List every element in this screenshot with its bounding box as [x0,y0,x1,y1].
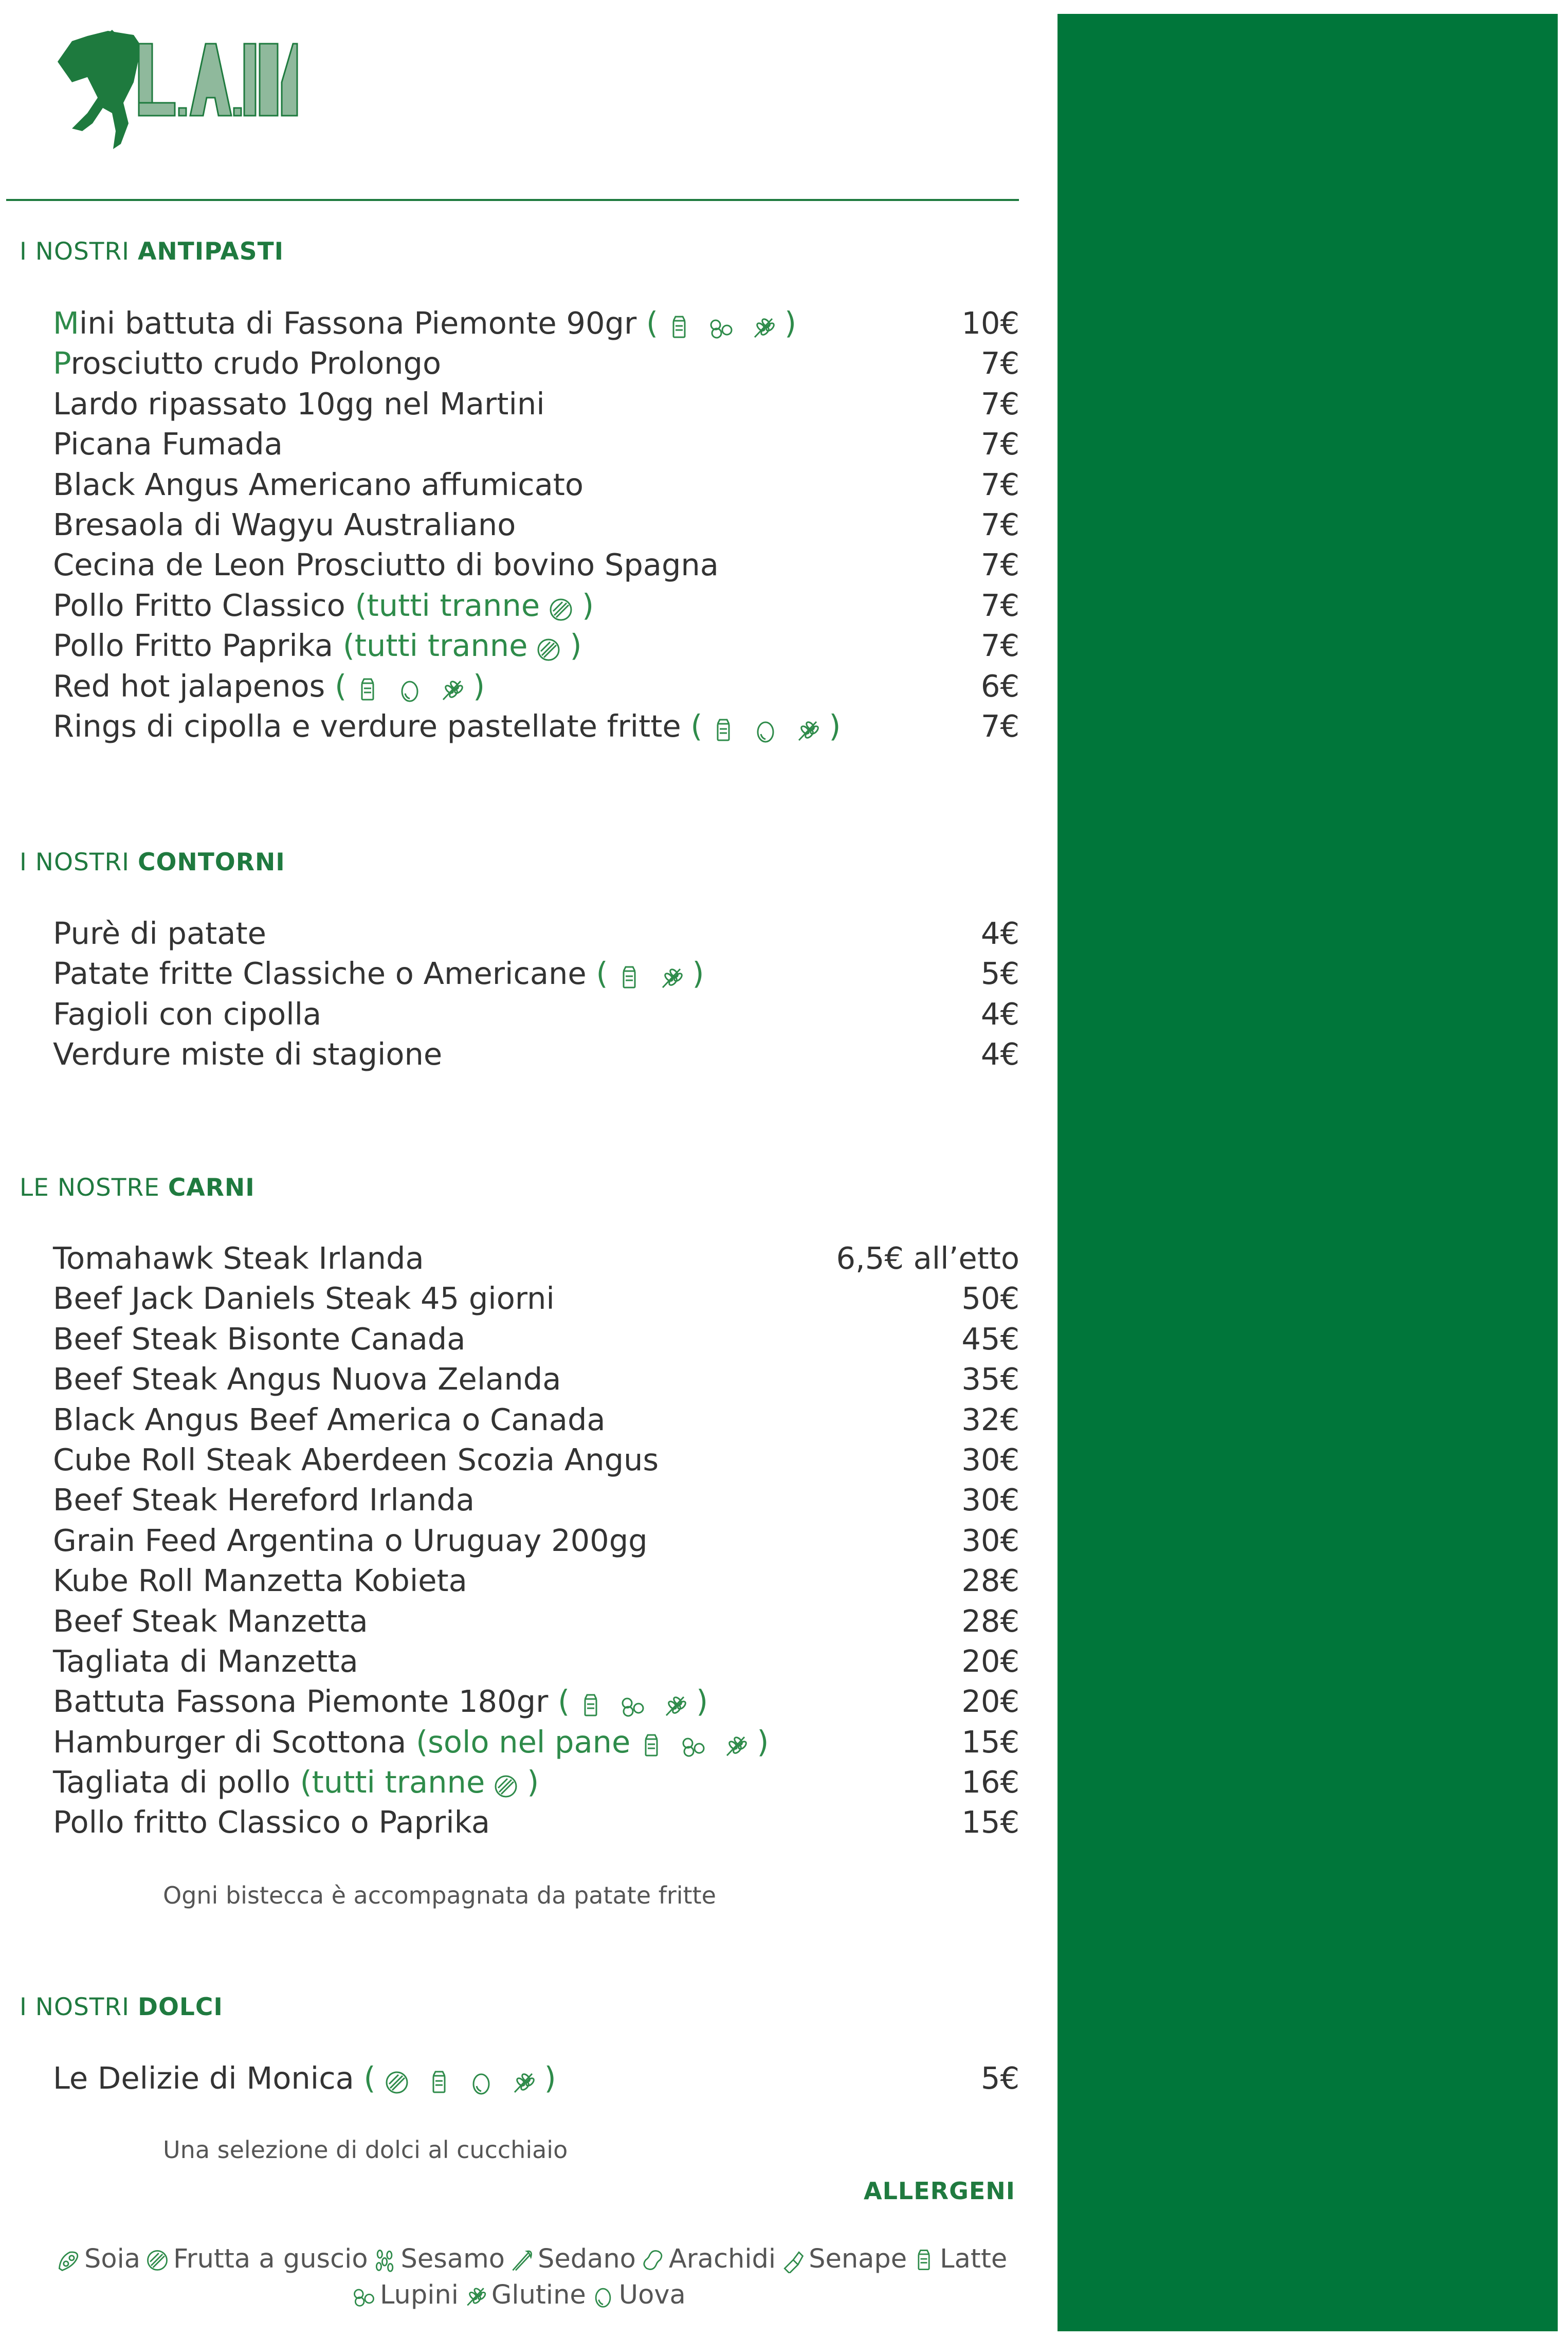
allergen-paren-close: ) [570,628,582,664]
allergen-paren-open: ( [681,708,703,744]
allergen-legend-label: Frutta a guscio [173,2244,368,2274]
menu-item-name [53,1762,539,1804]
menu-item-label: Red hot jalapenos [53,668,325,704]
allergen-legend-label: Uova [618,2280,686,2310]
menu-item-name [53,545,719,585]
section-heading-prefix: I NOSTRI [20,848,130,876]
menu-item-label: Grain Feed Argentina o Uruguay 200gg [53,1522,648,1558]
menu-item [53,1278,1019,1319]
menu-item [53,626,1019,666]
menu-item [53,465,1019,505]
menu-item-name [53,424,283,464]
dolci-footnote: Una selezione di dolci al cucchiaio [163,2136,568,2164]
menu-item-name [53,1682,708,1724]
menu-item [53,424,1019,464]
menu-item-price: 28€ [961,1563,1019,1599]
celery-icon [509,2247,535,2273]
allergen-paren-close: ) [785,305,797,341]
menu-item-name [53,343,441,383]
menu-item-price: 20€ [961,1684,1019,1720]
section-heading-title: CARNI [168,1174,255,1202]
milk-icon [911,2247,937,2273]
menu-item-name [53,706,841,748]
lupin-icon [619,1692,647,1720]
allergen-paren-open: ( [333,628,355,664]
menu-item-price: 28€ [961,1603,1019,1639]
gluten-icon [794,717,822,744]
allergen-icons [376,2060,544,2100]
menu-item-label: Purè di patate [53,916,266,951]
menu-item [53,1521,1019,1561]
menu-item-label: Beef Steak Angus Nuova Zelanda [53,1361,561,1397]
menu-item [53,1400,1019,1440]
allergens-legend-line-2 [351,2280,690,2310]
decorative-green-panel [1058,14,1558,2331]
menu-item-price: 15€ [961,1724,1019,1760]
menu-item-label: Beef Steak Manzetta [53,1603,368,1639]
menu-item-name [53,505,516,545]
menu-item [53,303,1019,343]
menu-item-price: 7€ [980,628,1019,664]
section-heading-prefix: I NOSTRI [20,1993,130,2021]
menu-item-name [53,303,796,345]
menu-item-label: Beef Jack Daniels Steak 45 giorni [53,1281,555,1317]
allergen-paren-close: ) [696,1684,708,1720]
menu-item-label: rosciutto crudo Prolongo [70,345,442,381]
allergen-legend-label: Lupini [380,2280,459,2310]
peanut-icon [640,2247,666,2273]
menu-item-price: 7€ [980,466,1019,502]
section-heading-antipasti [20,237,284,266]
gluten-icon [438,676,466,704]
allergen-paren-open: ( [586,956,608,992]
menu-item-price: 7€ [980,547,1019,583]
menu-item-price: 4€ [980,1036,1019,1072]
menu-item-name [53,1722,769,1764]
allergen-paren-close: ) [829,708,841,744]
menu-list-contorni [53,913,1019,1075]
menu-item-name [53,586,594,628]
menu-item-name [53,1278,555,1319]
menu-item [53,505,1019,545]
menu-item [53,913,1019,954]
allergen-legend-item [144,2244,368,2274]
section-heading-title: CONTORNI [137,848,285,876]
allergens-legend-line-1 [56,2244,1011,2274]
section-heading-prefix: I NOSTRI [20,237,130,266]
menu-item-label: Beef Steak Bisonte Canada [53,1321,466,1357]
allergen-legend-label: Glutine [491,2280,586,2310]
section-heading-carni [20,1174,255,1202]
milk-icon [665,314,693,341]
menu-item-name [53,913,266,954]
allergens-title: ALLERGENI [864,2177,1015,2205]
menu-item [53,954,1019,994]
milk-icon [637,1732,665,1760]
menu-item-name [53,1641,358,1682]
menu-item-name [53,1521,648,1561]
allergen-legend-item [640,2244,776,2274]
allergen-paren-open: ( [636,305,658,341]
allergen-legend-label: Sedano [537,2244,636,2274]
menu-item-price: 7€ [980,386,1019,422]
menu-item-initial: M [53,305,79,341]
menu-item-allergen-note: solo nel pane [428,1724,631,1760]
menu-item-label: Pollo fritto Classico o Paprika [53,1804,490,1840]
menu-item-name [53,954,704,996]
allergen-paren-close: ) [582,587,594,623]
menu-item-name [53,994,321,1034]
menu-item-label: Hamburger di Scottona [53,1724,407,1760]
allergen-legend-item [351,2280,459,2310]
gluten-icon [658,964,685,992]
menu-item-allergen-note: tutti tranne [354,628,528,664]
nut-icon [144,2247,170,2273]
allergen-paren-close: ) [757,1724,769,1760]
egg-icon [467,2069,495,2096]
menu-item-price: 6,5€ all’etto [836,1240,1019,1276]
menu-item-label: Lardo ripassato 10gg nel Martini [53,386,545,422]
menu-item-price: 7€ [980,426,1019,462]
menu-item-label: Bresaola di Wagyu Australiano [53,506,516,542]
allergen-icons [608,956,692,996]
menu-item-label: Pollo Fritto Classico [53,587,345,623]
nut-icon [547,596,575,624]
menu-item [53,1440,1019,1480]
menu-item-label: Battuta Fassona Piemonte 180gr [53,1684,549,1720]
section-heading-title: ANTIPASTI [137,237,284,266]
menu-item-name [53,2058,556,2100]
menu-item-price: 20€ [961,1643,1019,1679]
allergen-legend-item [911,2244,1007,2274]
nut-icon [535,636,562,664]
milk-icon [709,717,737,744]
menu-list-carni [53,1238,1019,1843]
allergen-legend-item [56,2244,140,2274]
lupin-icon [707,314,735,341]
section-heading-dolci [20,1993,223,2021]
menu-item-label: Tomahawk Steak Irlanda [53,1240,424,1276]
menu-item-name [53,1359,561,1399]
allergen-paren-close: ) [473,668,485,704]
gluten-icon [661,1692,689,1720]
menu-item [53,1762,1019,1802]
menu-item-name [53,1440,659,1480]
menu-item [53,666,1019,706]
menu-item-allergen-note: tutti tranne [312,1764,485,1800]
menu-item [53,2058,1019,2098]
allergen-icons [702,708,829,748]
menu-item-name [53,1480,475,1520]
menu-item-label: Black Angus Beef America o Canada [53,1401,606,1437]
menu-item-name [53,1561,467,1601]
allergen-paren-open: ( [406,1724,428,1760]
menu-item [53,706,1019,746]
soy-icon [56,2247,81,2273]
menu-item [53,1641,1019,1682]
menu-item-price: 7€ [980,708,1019,744]
allergen-legend-label: Sesamo [400,2244,505,2274]
milk-icon [425,2069,453,2096]
menu-item-price: 7€ [980,345,1019,381]
menu-list-dolci [53,2058,1019,2098]
allergen-paren-open: ( [354,2060,376,2096]
menu-item-name [53,1238,424,1278]
menu-item-price: 32€ [961,1401,1019,1437]
menu-item-price: 4€ [980,996,1019,1032]
menu-item [53,384,1019,424]
section-heading-contorni [20,848,285,876]
menu-item [53,1238,1019,1278]
menu-item-initial: P [53,345,71,381]
menu-item-price: 4€ [980,916,1019,951]
menu-item-price: 15€ [961,1804,1019,1840]
sesame-icon [372,2247,398,2273]
allergen-paren-open: ( [548,1684,570,1720]
milk-icon [577,1692,605,1720]
menu-item [53,1802,1019,1842]
menu-item-label: Black Angus Americano affumicato [53,466,584,502]
menu-item-name [53,465,584,505]
menu-item [53,1561,1019,1601]
gluten-icon [722,1732,750,1760]
menu-item-label: Pollo Fritto Paprika [53,628,334,664]
menu-item-price: 10€ [961,305,1019,341]
menu-item-label: Tagliata di pollo [53,1764,290,1800]
allergen-icons [485,1764,527,1804]
menu-item [53,1359,1019,1399]
menu-item-label: Cecina de Leon Prosciutto di bovino Spagna [53,547,719,583]
lupin-icon [680,1732,707,1760]
allergen-paren-close: ) [527,1764,539,1800]
la104-logo [51,21,298,154]
menu-item-label: Beef Steak Hereford Irlanda [53,1482,475,1518]
menu-item-label: ini battuta di Fassona Piemonte 90gr [79,305,637,341]
menu-item-price: 45€ [961,1321,1019,1357]
allergen-paren-open: ( [345,587,367,623]
menu-item-label: Fagioli con cipolla [53,996,322,1032]
allergen-legend-item [780,2244,907,2274]
header-divider [6,199,1019,201]
allergen-legend-item [590,2280,686,2310]
lupin-icon [351,2283,377,2309]
menu-item-name [53,1802,490,1842]
allergen-legend-item [372,2244,505,2274]
allergen-icons [527,628,570,668]
menu-item-label: Kube Roll Manzetta Kobieta [53,1563,467,1599]
menu-item-name [53,1319,465,1359]
menu-item-allergen-note: tutti tranne [367,587,540,623]
menu-item-label: Picana Fumada [53,426,283,462]
egg-icon [752,717,779,744]
allergen-paren-close: ) [544,2060,556,2096]
menu-item [53,994,1019,1034]
allergen-legend-item [463,2280,586,2310]
menu-item-label: Cube Roll Steak Aberdeen Scozia Angus [53,1441,659,1477]
milk-icon [615,964,643,992]
menu-item-name [53,666,485,708]
menu-item-price: 5€ [980,956,1019,992]
section-heading-prefix: LE NOSTRE [20,1174,160,1202]
menu-item-price: 16€ [961,1764,1019,1800]
menu-item-name [53,626,581,668]
allergen-legend-label: Arachidi [668,2244,776,2274]
allergen-icons [570,1684,696,1724]
menu-item-name [53,1034,442,1074]
allergen-legend-item [509,2244,636,2274]
menu-item [53,1034,1019,1074]
nut-icon [492,1772,520,1800]
nut-icon [383,2069,411,2096]
menu-item-name [53,1400,606,1440]
menu-item-price: 30€ [961,1441,1019,1477]
menu-item-label: Verdure miste di stagione [53,1036,443,1072]
milk-icon [354,676,381,704]
menu-item-label: Le Delizie di Monica [53,2060,354,2096]
menu-item [53,1601,1019,1641]
menu-item-name [53,1601,368,1641]
allergen-legend-label: Latte [940,2244,1008,2274]
menu-item-price: 50€ [961,1281,1019,1317]
allergen-icons [347,668,473,708]
menu-item-price: 30€ [961,1522,1019,1558]
menu-item-price: 35€ [961,1361,1019,1397]
carni-footnote: Ogni bistecca è accompagnata da patate fritte [163,1881,716,1909]
allergen-icons [630,1724,757,1764]
menu-item [53,586,1019,626]
menu-item-price: 5€ [980,2060,1019,2096]
section-heading-title: DOLCI [137,1993,223,2021]
allergen-icons [540,588,582,628]
menu-item-price: 30€ [961,1482,1019,1518]
menu-item [53,545,1019,585]
menu-item-label: Tagliata di Manzetta [53,1643,358,1679]
allergen-icons [658,305,785,345]
menu-item [53,1319,1019,1359]
menu-item [53,1722,1019,1762]
menu-item-price: 7€ [980,506,1019,542]
menu-item [53,343,1019,383]
menu-item-name [53,384,545,424]
mustard-icon [780,2247,806,2273]
egg-icon [590,2283,616,2309]
menu-list-antipasti [53,303,1019,746]
allergen-legend-label: Soia [84,2244,140,2274]
allergen-paren-open: ( [325,668,347,704]
allergen-legend-label: Senape [809,2244,907,2274]
allergen-paren-open: ( [290,1764,312,1800]
gluten-icon [750,314,777,341]
menu-item-price: 6€ [980,668,1019,704]
gluten-icon [509,2069,537,2096]
menu-item-label: Patate fritte Classiche o Americane [53,956,587,992]
gluten-icon [463,2283,488,2309]
menu-item [53,1480,1019,1520]
menu-item [53,1682,1019,1722]
allergen-paren-close: ) [692,956,704,992]
menu-item-price: 7€ [980,587,1019,623]
menu-item-label: Rings di cipolla e verdure pastellate fritte [53,708,681,744]
egg-icon [396,676,424,704]
